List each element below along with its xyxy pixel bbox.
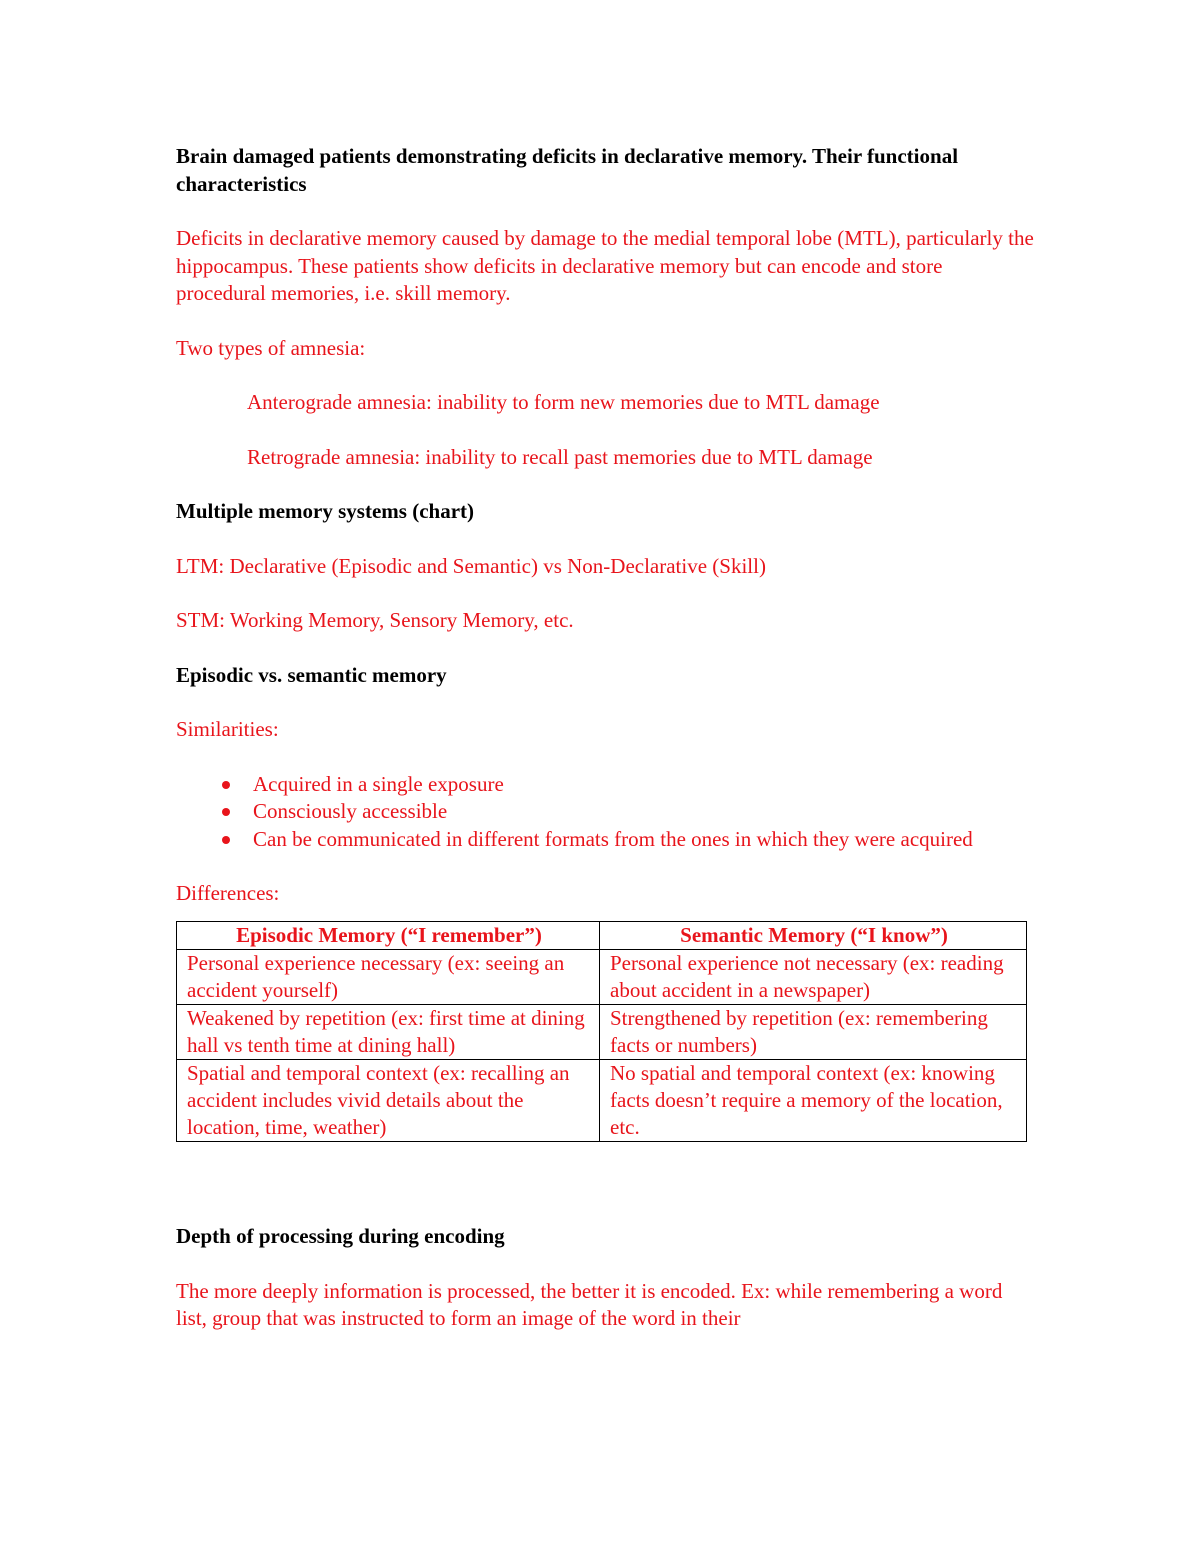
episodic-semantic-table <box>176 921 1027 1143</box>
bullet-icon <box>222 781 230 789</box>
similarities-list <box>176 771 1036 854</box>
list-item <box>176 771 1036 799</box>
table-row <box>177 950 1027 1005</box>
table-row <box>177 1060 1027 1142</box>
section-heading-episodic-vs-semantic: Episodic vs. semantic memory <box>176 662 447 687</box>
table-cell: Strengthened by repetition (ex: remembering facts or numbers) <box>600 1005 1027 1060</box>
section-heading-depth-of-processing: Depth of processing during encoding <box>176 1224 505 1248</box>
table-cell: No spatial and temporal context (ex: knowing facts doesn’t require a memory of the location, etc. <box>600 1060 1027 1142</box>
similarities-label: Similarities: <box>176 717 279 741</box>
retrograde-amnesia-item: Retrograde amnesia: inability to recall past memories due to MTL damage <box>247 444 873 469</box>
table-cell: Spatial and temporal context (ex: recalling an accident includes vivid details about the location, time, weather) <box>177 1060 600 1142</box>
list-item <box>176 798 1036 826</box>
differences-label: Differences: <box>176 881 280 905</box>
section-heading-memory-systems: Multiple memory systems (chart) <box>176 499 474 523</box>
table-cell: Personal experience not necessary (ex: reading about accident in a newspaper) <box>600 950 1027 1005</box>
table-cell: Personal experience necessary (ex: seeing an accident yourself) <box>177 950 600 1005</box>
declarative-deficits-body: Deficits in declarative memory caused by damage to the medial temporal lobe (MTL), particularly the hippocampus. These patients show deficits in declarative memory but can encode and store procedural memories, i.e. skill memory. <box>176 226 1034 305</box>
table-cell: Weakened by repetition (ex: first time at dining hall vs tenth time at dining hall) <box>177 1005 600 1060</box>
section-heading-declarative-deficits: Brain damaged patients demonstrating deficits in declarative memory. Their functional characteristics <box>176 144 959 196</box>
depth-of-processing-body: The more deeply information is processed, the better it is encoded. Ex: while remembering a word list, group that was instructed to form an image of the word in their <box>176 1278 1003 1330</box>
list-item-text: Acquired in a single exposure <box>253 771 504 796</box>
ltm-line: LTM: Declarative (Episodic and Semantic) vs Non-Declarative (Skill) <box>176 553 766 578</box>
bullet-icon <box>222 808 230 816</box>
anterograde-amnesia-item: Anterograde amnesia: inability to form new memories due to MTL damage <box>247 390 880 414</box>
table-row <box>177 1005 1027 1060</box>
table-header-episodic: Episodic Memory (“I remember”) <box>177 921 600 950</box>
list-item <box>176 826 1036 854</box>
bullet-icon <box>222 836 230 844</box>
list-item-text: Consciously accessible <box>253 799 448 823</box>
table-header-row <box>177 921 1027 950</box>
list-item-text: Can be communicated in different formats from the ones in which they were acquired <box>253 826 973 851</box>
table-header-semantic: Semantic Memory (“I know”) <box>600 921 1027 950</box>
stm-line: STM: Working Memory, Sensory Memory, etc. <box>176 608 574 632</box>
amnesia-types-label: Two types of amnesia: <box>176 335 366 360</box>
document-page <box>176 143 1036 1333</box>
